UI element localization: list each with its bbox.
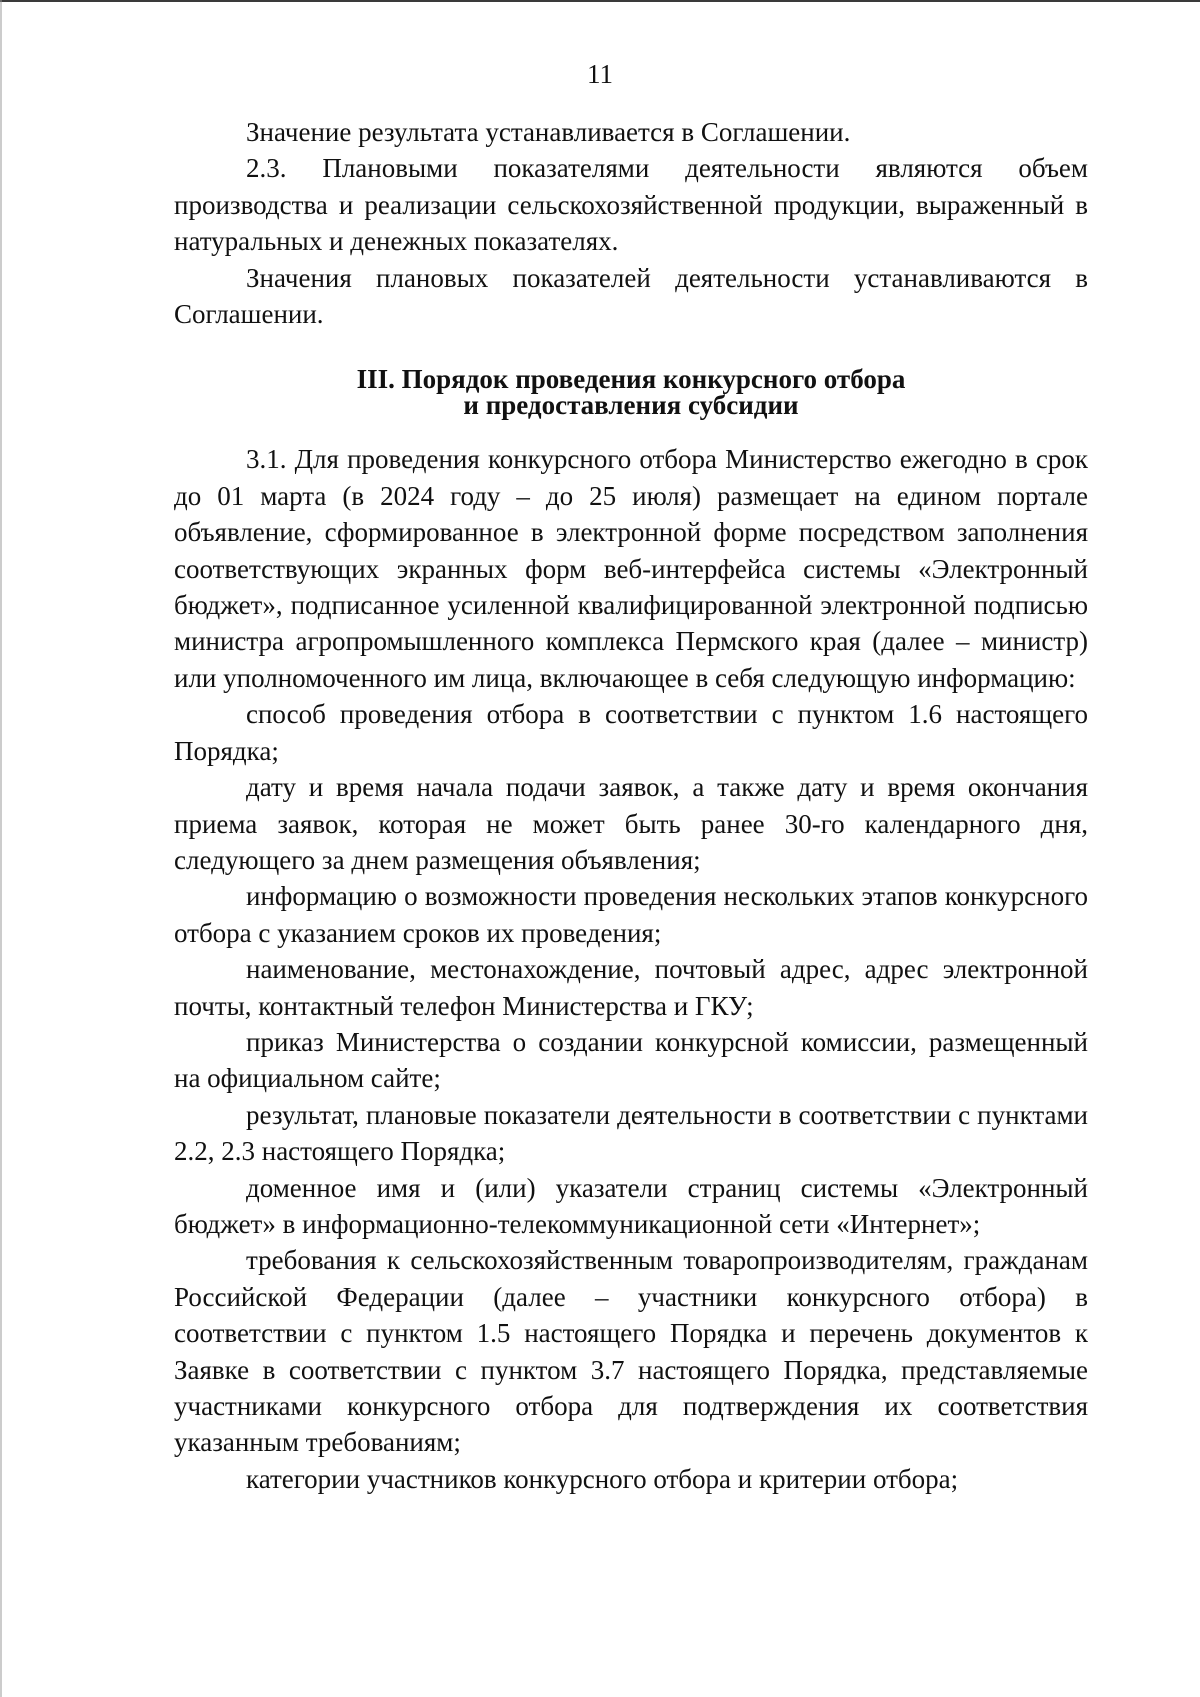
paragraph: 2.3. Плановыми показателями деятельности являются объем производства и реализации сельскохозяйственной продукции, выраженный в натуральных и денежных показателях. <box>174 153 1088 257</box>
document-body <box>174 114 1088 1497</box>
list-item: способ проведения отбора в соответствии с пунктом 1.6 настоящего Порядка; <box>174 699 1088 766</box>
list-item: приказ Министерства о создании конкурсной комиссии, размещенный на официальном сайте; <box>174 1026 1088 1094</box>
list-item: наименование, местонахождение, почтовый адрес, адрес электронной почты, контактный телефон Министерства и ГКУ; <box>174 954 1088 1021</box>
list-item: доменное имя и (или) указатели страниц системы «Электронный бюджет» в информационно-телекоммуникационной сети «Интернет»; <box>174 1172 1088 1239</box>
paragraph: Значение результата устанавливается в Соглашении. <box>246 117 851 147</box>
list-item: информацию о возможности проведения нескольких этапов конкурсного отбора с указанием сроков их проведения; <box>174 881 1088 948</box>
paragraph: Значения плановых показателей деятельности устанавливаются в Соглашении. <box>174 262 1088 330</box>
paragraph: 3.1. Для проведения конкурсного отбора Министерство ежегодно в срок до 01 марта (в 2024 году – до 25 июля) размещает на едином портале объявление, сформированное в электронной форме посредством заполнения соответствующих экранных форм веб-интерфейса системы «Электронный бюджет», подписанное усиленной квалифицированной электронной подписью министра агропромышленного комплекса Пермского края (далее – министр) или уполномоченного им лица, включающее в себя следующую информацию: <box>174 444 1088 693</box>
list-item: дату и время начала подачи заявок, а также дату и время окончания приема заявок, которая не может быть ранее 30-го календарного дня, следующего за днем размещения объявления; <box>174 772 1088 875</box>
section-heading <box>174 364 1088 421</box>
list-item: результат, плановые показатели деятельности в соответствии с пунктами 2.2, 2.3 настоящего Порядка; <box>174 1099 1088 1167</box>
page-number: 11 <box>587 59 613 89</box>
list-item: требования к сельскохозяйственным товаропроизводителям, гражданам Российской Федерации (далее – участники конкурсного отбора) в соответствии с пунктом 1.5 настоящего Порядка и перечень документов к Заявке в соответствии с пунктом 3.7 настоящего Порядка, представляемые участниками конкурсного отбора для подтверждения их соответствия указанным требованиям; <box>174 1245 1088 1458</box>
scan-left-edge <box>0 0 2 1697</box>
section-heading-line: и предоставления субсидии <box>463 390 799 421</box>
section-heading-line: III. Порядок проведения конкурсного отбора <box>356 364 906 395</box>
list-item: категории участников конкурсного отбора и критерии отбора; <box>246 1463 959 1494</box>
scan-top-edge <box>0 0 1200 2</box>
